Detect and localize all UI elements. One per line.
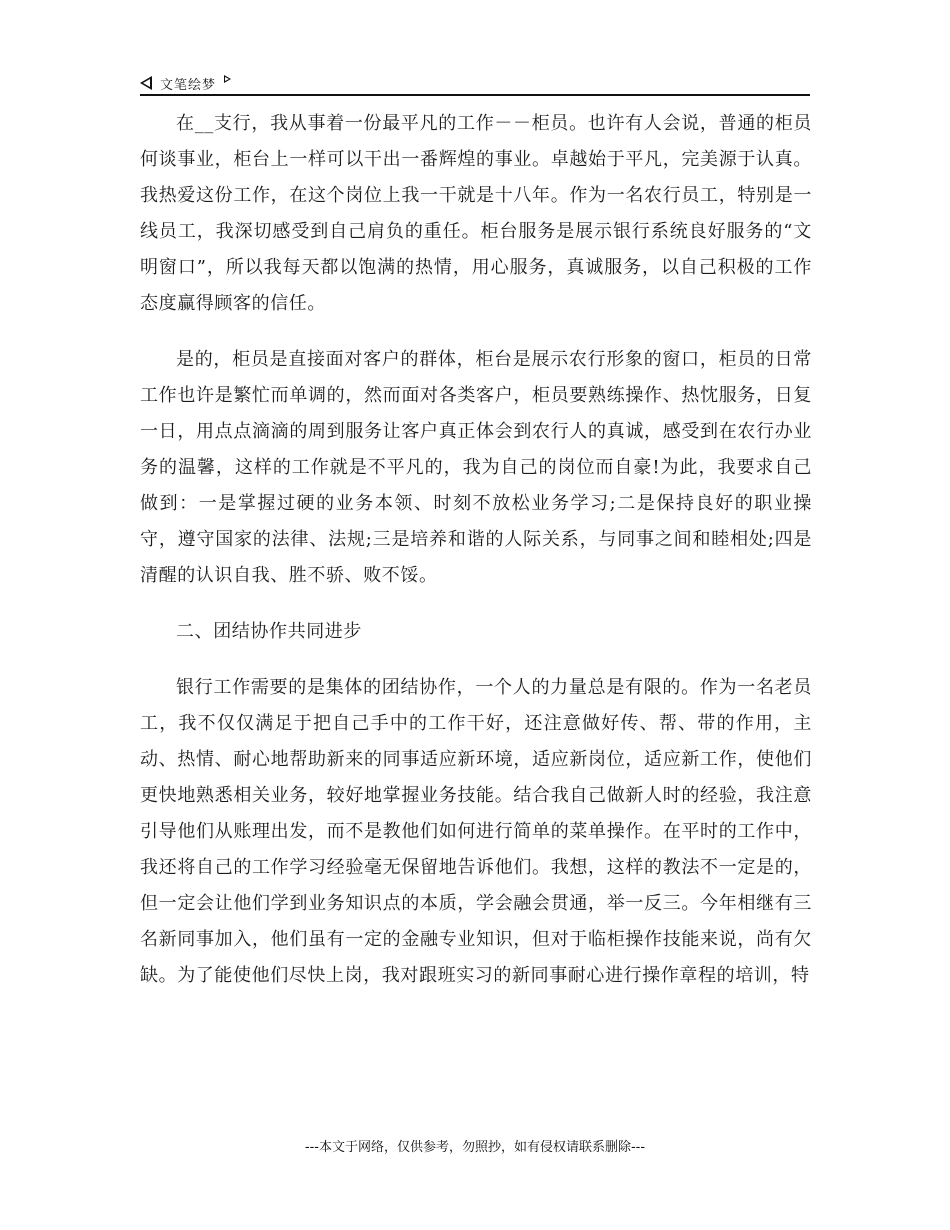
section-heading: 二、团结协作共同进步 <box>176 621 362 642</box>
page-header <box>140 72 810 96</box>
paragraph-teller-duties: 是的，柜员是直接面对客户的群体，柜台是展示农行形象的窗口，柜员的日常工作也许是繁忙而单调的，然而面对各类客户，柜员要熟练操作、热忱服务，日复一日，用点点滴滴的周到服务让客户真正体会到农行人的真诚，感受到在农行办业务的温馨，这样的工作就是不平凡的，我为自己的岗位而自豪!为此，我要求自己做到：一是掌握过硬的业务本领、时刻不放松业务学习;二是保持良好的职业操守，遵守国家的法律、法规;三是培养和谐的人际关系，与同事之间和睦相处;四是清醒的认识自我、胜不骄、败不馁。 <box>140 349 812 586</box>
footer-notice: ---本文于网络，仅供参考，勿照抄，如有侵权请联系删除--- <box>304 1140 646 1155</box>
triangle-right-icon <box>224 75 231 83</box>
paragraph-intro: 在__支行，我从事着一份最平凡的工作－－柜员。也许有人会说，普通的柜员何谈事业，柜台上一样可以干出一番辉煌的事业。卓越始于平凡，完美源于认真。我热爱这份工作，在这个岗位上我一干就是十八年。作为一名农行员工，特别是一线员工，我深切感受到自己肩负的重任。柜台服务是展示银行系统良好服务的“文明窗口”，所以我每天都以饱满的热情，用心服务，真诚服务，以自己积极的工作态度赢得顾客的信任。 <box>140 113 812 314</box>
header-brand: 文笔绘梦 <box>160 77 217 93</box>
document-body <box>140 106 812 994</box>
triangle-left-icon <box>140 76 152 90</box>
paragraph-teamwork: 银行工作需要的是集体的团结协作，一个人的力量总是有限的。作为一名老员工，我不仅仅满足于把自己手中的工作干好，还注意做好传、帮、带的作用，主动、热情、耐心地帮助新来的同事适应新环境，适应新岗位，适应新工作，使他们更快地熟悉相关业务，较好地掌握业务技能。结合我自己做新人时的经验，我注意引导他们从账理出发，而不是教他们如何进行简单的菜单操作。在平时的工作中，我还将自己的工作学习经验毫无保留地告诉他们。我想，这样的教法不一定是的，但一定会让他们学到业务知识点的本质，学会融会贯通，举一反三。今年相继有三名新同事加入，他们虽有一定的金融专业知识，但对于临柜操作技能来说，尚有欠缺。为了能使他们尽快上岗，我对跟班实习的新同事耐心进行操作章程的培训，特 <box>140 677 812 986</box>
